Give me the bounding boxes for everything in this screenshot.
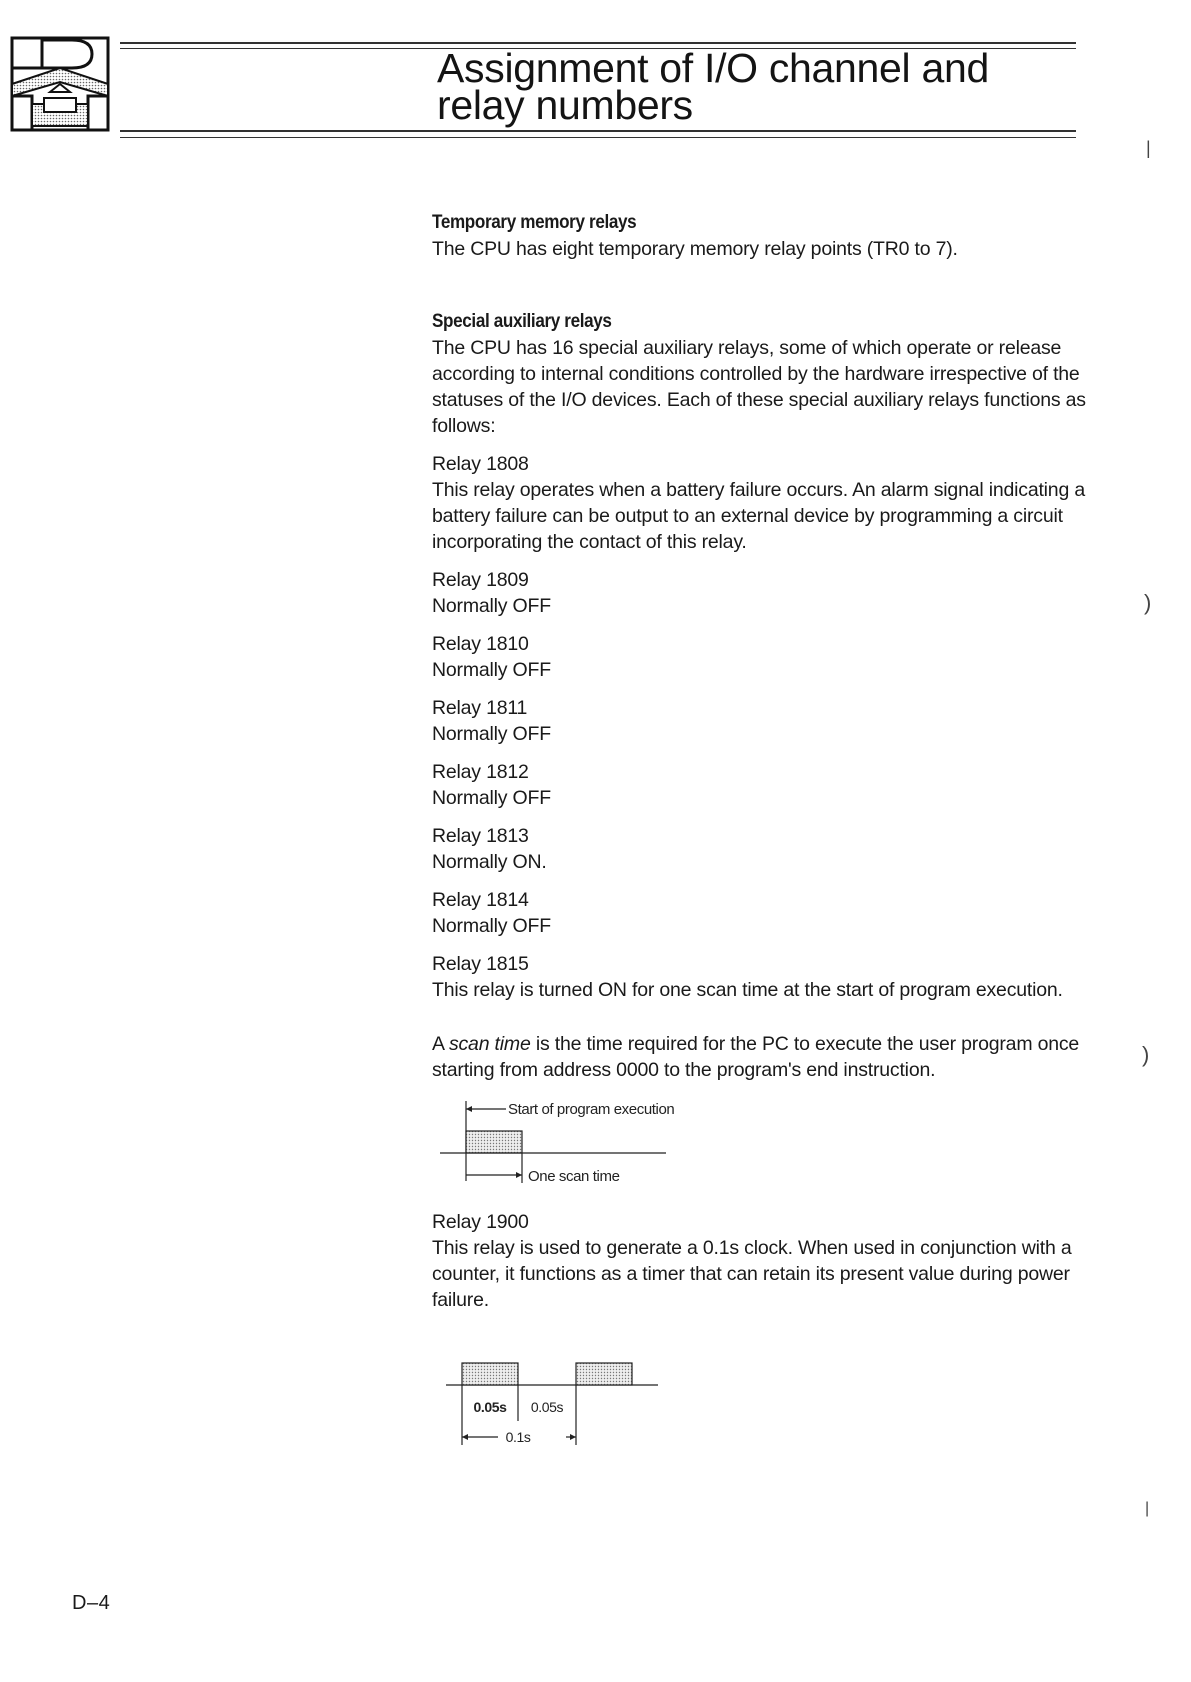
page-title [437,45,1057,128]
scan-pulse [466,1131,522,1153]
relay-name: Relay 1811 [432,697,528,719]
relay-name: Relay 1814 [432,889,529,911]
scan-span-arrow-head [516,1172,522,1178]
binding-mark: | [1146,138,1151,158]
relay-desc: This relay is turned ON for one scan time at the start of program execution. [432,979,1063,1001]
scan-rest: is the time required for the PC to execute the user program once starting from address 0000 to the program's end instruction. [432,1033,1080,1081]
section-heading: Special auxiliary relays [432,311,612,332]
section-intro: The CPU has 16 special auxiliary relays, some of which operate or release according to internal conditions controlled by the hardware irrespective of the statuses of the I/O devices. Each of these special auxiliary relays functions as follows: [432,337,1086,437]
section-special-auxiliary-relays [432,309,1092,1449]
relay-name: Relay 1812 [432,761,529,783]
relay-desc: This relay operates when a battery failure occurs. An alarm signal indicating a battery failure can be output to an external device by programming a circuit incorporating the contact of this relay. [432,479,1085,553]
relay-name: Relay 1810 [432,633,529,655]
relay-name: Relay 1808 [432,453,529,475]
relay-desc: Normally ON. [432,851,547,873]
start-label: Start of program execution [508,1101,675,1118]
section-text: The CPU has eight temporary memory relay points (TR0 to 7). [432,238,958,260]
relay-name: Relay 1813 [432,825,529,847]
relay-entry [432,951,1092,1003]
section-heading: Temporary memory relays [432,212,637,233]
relay-name: Relay 1809 [432,569,529,591]
scan-time-paragraph [432,1031,1092,1083]
relay-entry [432,759,1092,811]
company-logo-icon [10,36,110,132]
page-title-line2: relay numbers [437,82,693,128]
header-rule-top [120,42,1076,44]
start-arrow-head [466,1106,472,1112]
scan-prefix: A [432,1033,449,1055]
relay-desc: This relay is used to generate a 0.1s clock. When used in conjunction with a counter, it functions as a timer that can retain its present value during power failure. [432,1237,1072,1311]
relay-desc: Normally OFF [432,659,551,681]
clock-pulse-diagram [432,1359,662,1449]
relay-desc: Normally OFF [432,915,551,937]
relay-desc: Normally OFF [432,595,551,617]
relay-entry [432,567,1092,619]
scan-time-diagram [432,1091,692,1191]
scan-label: One scan time [528,1168,620,1185]
header-rule-bottom-thin [120,137,1076,138]
period-arrow-left-head [462,1434,468,1440]
binding-mark: ) [1144,590,1152,615]
binding-mark: ) [1142,1042,1150,1067]
relay-entry [432,631,1092,683]
page-number: D–4 [72,1592,111,1614]
relay-entry [432,695,1092,747]
page-title-line1: Assignment of I/O channel and [437,45,989,91]
main-content [432,210,1092,1449]
clock-pulse-2 [576,1363,632,1385]
period-arrow-right-head [570,1434,576,1440]
scan-term: scan time [448,1033,531,1055]
clock-pulse-1 [462,1363,518,1385]
section-temporary-memory-relays [432,210,1092,262]
relay-entry [432,887,1092,939]
relay-name: Relay 1900 [432,1211,529,1233]
relay-entry [432,823,1092,875]
relay-desc: Normally OFF [432,787,551,809]
relay-desc: Normally OFF [432,723,551,745]
relay-1900-entry [432,1209,1092,1313]
relay-entry [432,451,1092,555]
header-rule-bottom [120,130,1076,132]
period-label: 0.1s [505,1429,531,1445]
half-period-label-2: 0.05s [530,1399,564,1415]
binding-mark: | [1145,1500,1150,1517]
relay-name: Relay 1815 [432,953,529,975]
half-period-label-1: 0.05s [473,1399,507,1415]
